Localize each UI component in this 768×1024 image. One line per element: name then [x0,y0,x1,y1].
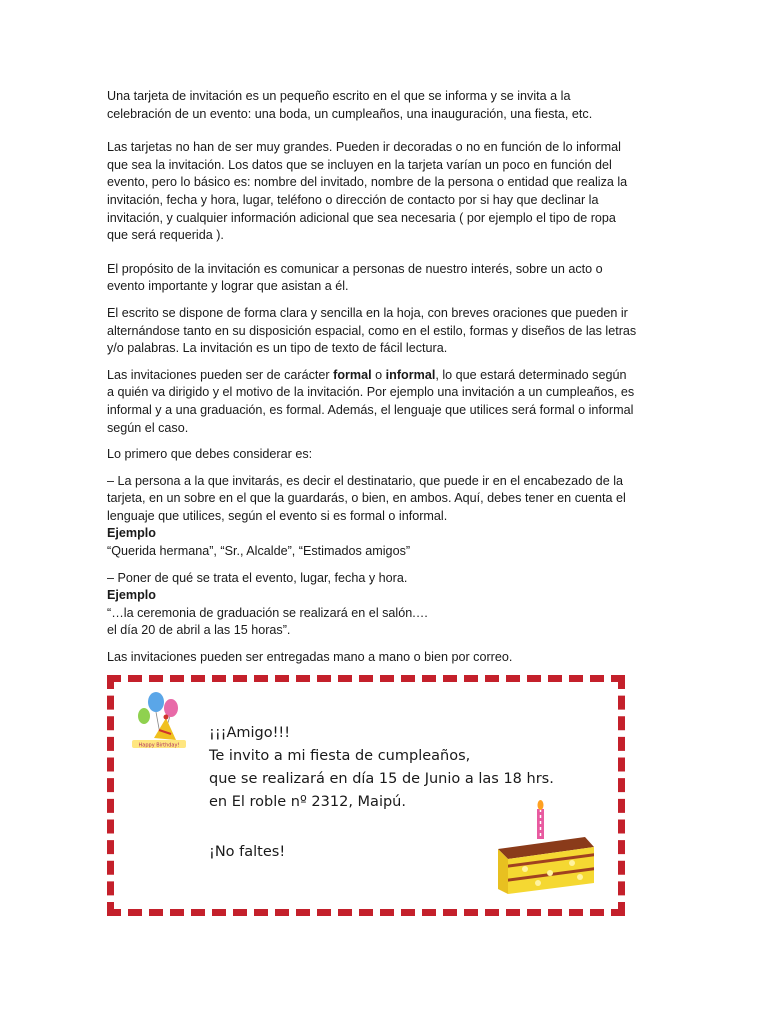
bold-informal: informal [385,367,436,382]
invitation-closing: ¡No faltes! [209,844,286,860]
invitation-greeting: ¡¡¡Amigo!!! [209,725,291,741]
svg-text:Happy Birthday!: Happy Birthday! [138,742,180,749]
invitation-line-3: que se realizará en día 15 de Junio a las 18 hrs. [209,771,554,787]
document-body [107,88,667,705]
example-label-2: Ejemplo [107,588,156,603]
birthday-cake-slice-icon [490,799,600,899]
paragraph-recipient: – La persona a la que invitarás, es decir el destinatario, que puede ir en el encabezado de la tarjeta, en un sobre en el que la guardarás, o bien, en ambos. Aquí, debes tener en cuenta el lenguaje que utilices, según el evento si es formal o informal. [107,473,626,523]
paragraph-delivery: Las invitaciones pueden ser entregadas mano a mano o bien por correo. [107,650,513,665]
paragraph-first: Lo primero que debes considerar es: [107,447,313,462]
example-2: “…la ceremonia de graduación se realizará en el salón.… el día 20 de abril a las 15 horas”. [107,605,429,638]
paragraph-intro: Una tarjeta de invitación es un pequeño escrito en el que se informa y se invita a la celebración de un evento: una boda, un cumpleaños, una inauguración, una fiesta, etc. [107,89,593,121]
example-label-1: Ejemplo [107,526,156,541]
paragraph-layout: El escrito se dispone de forma clara y sencilla en la hoja, con breves oraciones que pueden ir alternándose tanto en su disposición espacial, como en el estilo, formas y diseños de las letras y/o palabras. La invitación es un tipo de texto de fácil lectura. [107,305,637,356]
paragraph-character: Las invitaciones pueden ser de carácter formal o informal, lo que estará determinado según a quién va dirigido y el motivo de la invitación. Por ejemplo una invitación a un cumpleaños, es informal y a una graduación, es formal. Además, el lenguaje que utilices será formal o informal según el caso. [107,367,635,435]
invitation-card [107,675,625,916]
invitation-line-4: en El roble nº 2312, Maipú. [209,794,406,810]
invitation-line-2: Te invito a mi fiesta de cumpleaños, [209,748,471,764]
balloons-party-hat-icon [126,690,192,752]
example-1: “Querida hermana”, “Sr., Alcalde”, “Estimados amigos” [107,544,411,559]
bold-formal: formal [333,367,372,382]
paragraph-purpose: El propósito de la invitación es comunicar a personas de nuestro interés, sobre un acto o evento importante y lograr que asistan a él. [107,261,603,294]
paragraph-size: Las tarjetas no han de ser muy grandes. Pueden ir decoradas o no en función de lo informal que sea la invitación. Los datos que se incluyen en la tarjeta varían un poco en función del evento, pero lo básico es: nombre del invitado, nombre de la persona o entidad que realiza la invitación, fecha y hora, lugar, teléfono o dirección de contacto por si hay que declinar la invitación, y cualquier información adicional que sea necesaria ( por ejemplo el tipo de ropa que será requerida ). [107,140,628,243]
paragraph-event: – Poner de qué se trata el evento, lugar, fecha y hora. [107,570,408,585]
